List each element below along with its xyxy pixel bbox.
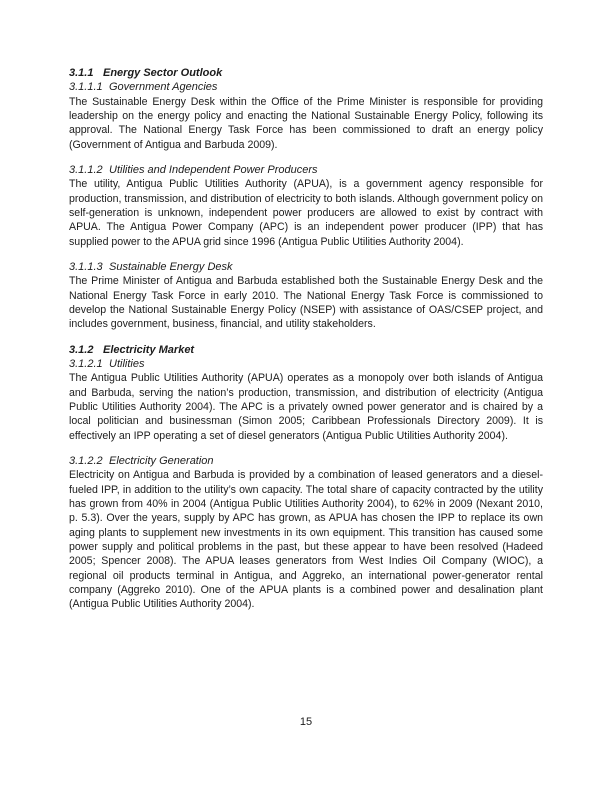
- heading-title: Government Agencies: [109, 81, 218, 94]
- heading-electricity-generation: [69, 454, 543, 468]
- heading-utilities-and-ipp: [69, 163, 543, 177]
- heading-government-agencies: [69, 80, 543, 94]
- paragraph-sustainable-energy-desk: The Prime Minister of Antigua and Barbuda established both the Sustainable Energy Desk and the National Energy Task Force in early 2010. The National Energy Task Force is commissioned to develop the National Sustainable Energy Policy (NSEP) with assistance of OAS/CSEP project, and includes government, business, financial, and utility stakeholders.: [69, 275, 543, 331]
- heading-title: Utilities: [109, 357, 145, 370]
- heading-title: Utilities and Independent Power Producers: [109, 163, 318, 176]
- heading-electricity-market: [69, 343, 543, 357]
- heading-sustainable-energy-desk: [69, 260, 543, 274]
- heading-title: Sustainable Energy Desk: [109, 260, 233, 273]
- heading-number: 3.1.2.2: [69, 454, 103, 467]
- heading-number: 3.1.2.1: [69, 357, 103, 370]
- heading-number: 3.1.2: [69, 343, 94, 356]
- heading-energy-sector-outlook: [69, 66, 543, 80]
- paragraph-utilities: The Antigua Public Utilities Authority (APUA) operates as a monopoly over both islands of Antigua and Barbuda, serving the nation’s production, transmission, and distribution of electricity (Antigua Public Utilities Authority 2004). The APC is a privately owned power generator and is chaired by a local politician and businessman (Simon 2005; Caribbean Professionals Directory 2009). It is effectively an IPP operating a set of diesel generators (Antigua Public Utilities Authority 2004).: [69, 372, 543, 442]
- heading-title: Electricity Market: [103, 343, 195, 356]
- heading-number: 3.1.1: [69, 67, 94, 79]
- heading-number: 3.1.1.3: [69, 260, 103, 273]
- paragraph-utilities-and-ipp: The utility, Antigua Public Utilities Authority (APUA), is a government agency responsible for production, transmission, and distribution of electricity to both islands. Although government policy on self-generation is unknown, independent power producers are allowed to exist by contract with APUA. The Antigua Power Company (APC) is an independent power producer (IPP) that has supplied power to the APUA grid since 1996 (Antigua Public Utilities Authority 2004).: [69, 178, 543, 248]
- page-content: [69, 66, 543, 612]
- heading-title: Electricity Generation: [109, 454, 214, 467]
- paragraph-electricity-generation: Electricity on Antigua and Barbuda is provided by a combination of leased generators and a diesel-fueled IPP, in addition to the utility’s own capacity. The total share of capacity contracted by the utility has grown from 40% in 2004 (Antigua Public Utilities Authority 2004), to 62% in 2009 (Nexant 2010, p. 5.3). Over the years, supply by APC has grown, as APUA has chosen the IPP to replace its own aging plants to supplement new investments in its own equipment. This transition has caused some power supply and political problems in the past, but these appear to have been resolved (Hadeed 2005; Spencer 2008). The APUA leases generators from West Indies Oil Company (WIOC), a regional oil products terminal in Antigua, and Aggreko, an international power-generator rental company (Aggreko 2010). One of the APUA plants is a combined power and desalination plant (Antigua Public Utilities Authority 2004).: [69, 469, 543, 611]
- heading-title: Energy Sector Outlook: [103, 67, 223, 79]
- paragraph-government-agencies: The Sustainable Energy Desk within the Office of the Prime Minister is responsible for providing leadership on the energy policy and enacting the National Sustainable Energy Policy, following its approval. The National Energy Task Force has been commissioned to draft an energy policy (Government of Antigua and Barbuda 2009).: [69, 95, 543, 151]
- heading-number: 3.1.1.1: [69, 81, 103, 94]
- heading-utilities: [69, 357, 543, 371]
- page-number: 15: [299, 716, 313, 728]
- heading-number: 3.1.1.2: [69, 163, 103, 176]
